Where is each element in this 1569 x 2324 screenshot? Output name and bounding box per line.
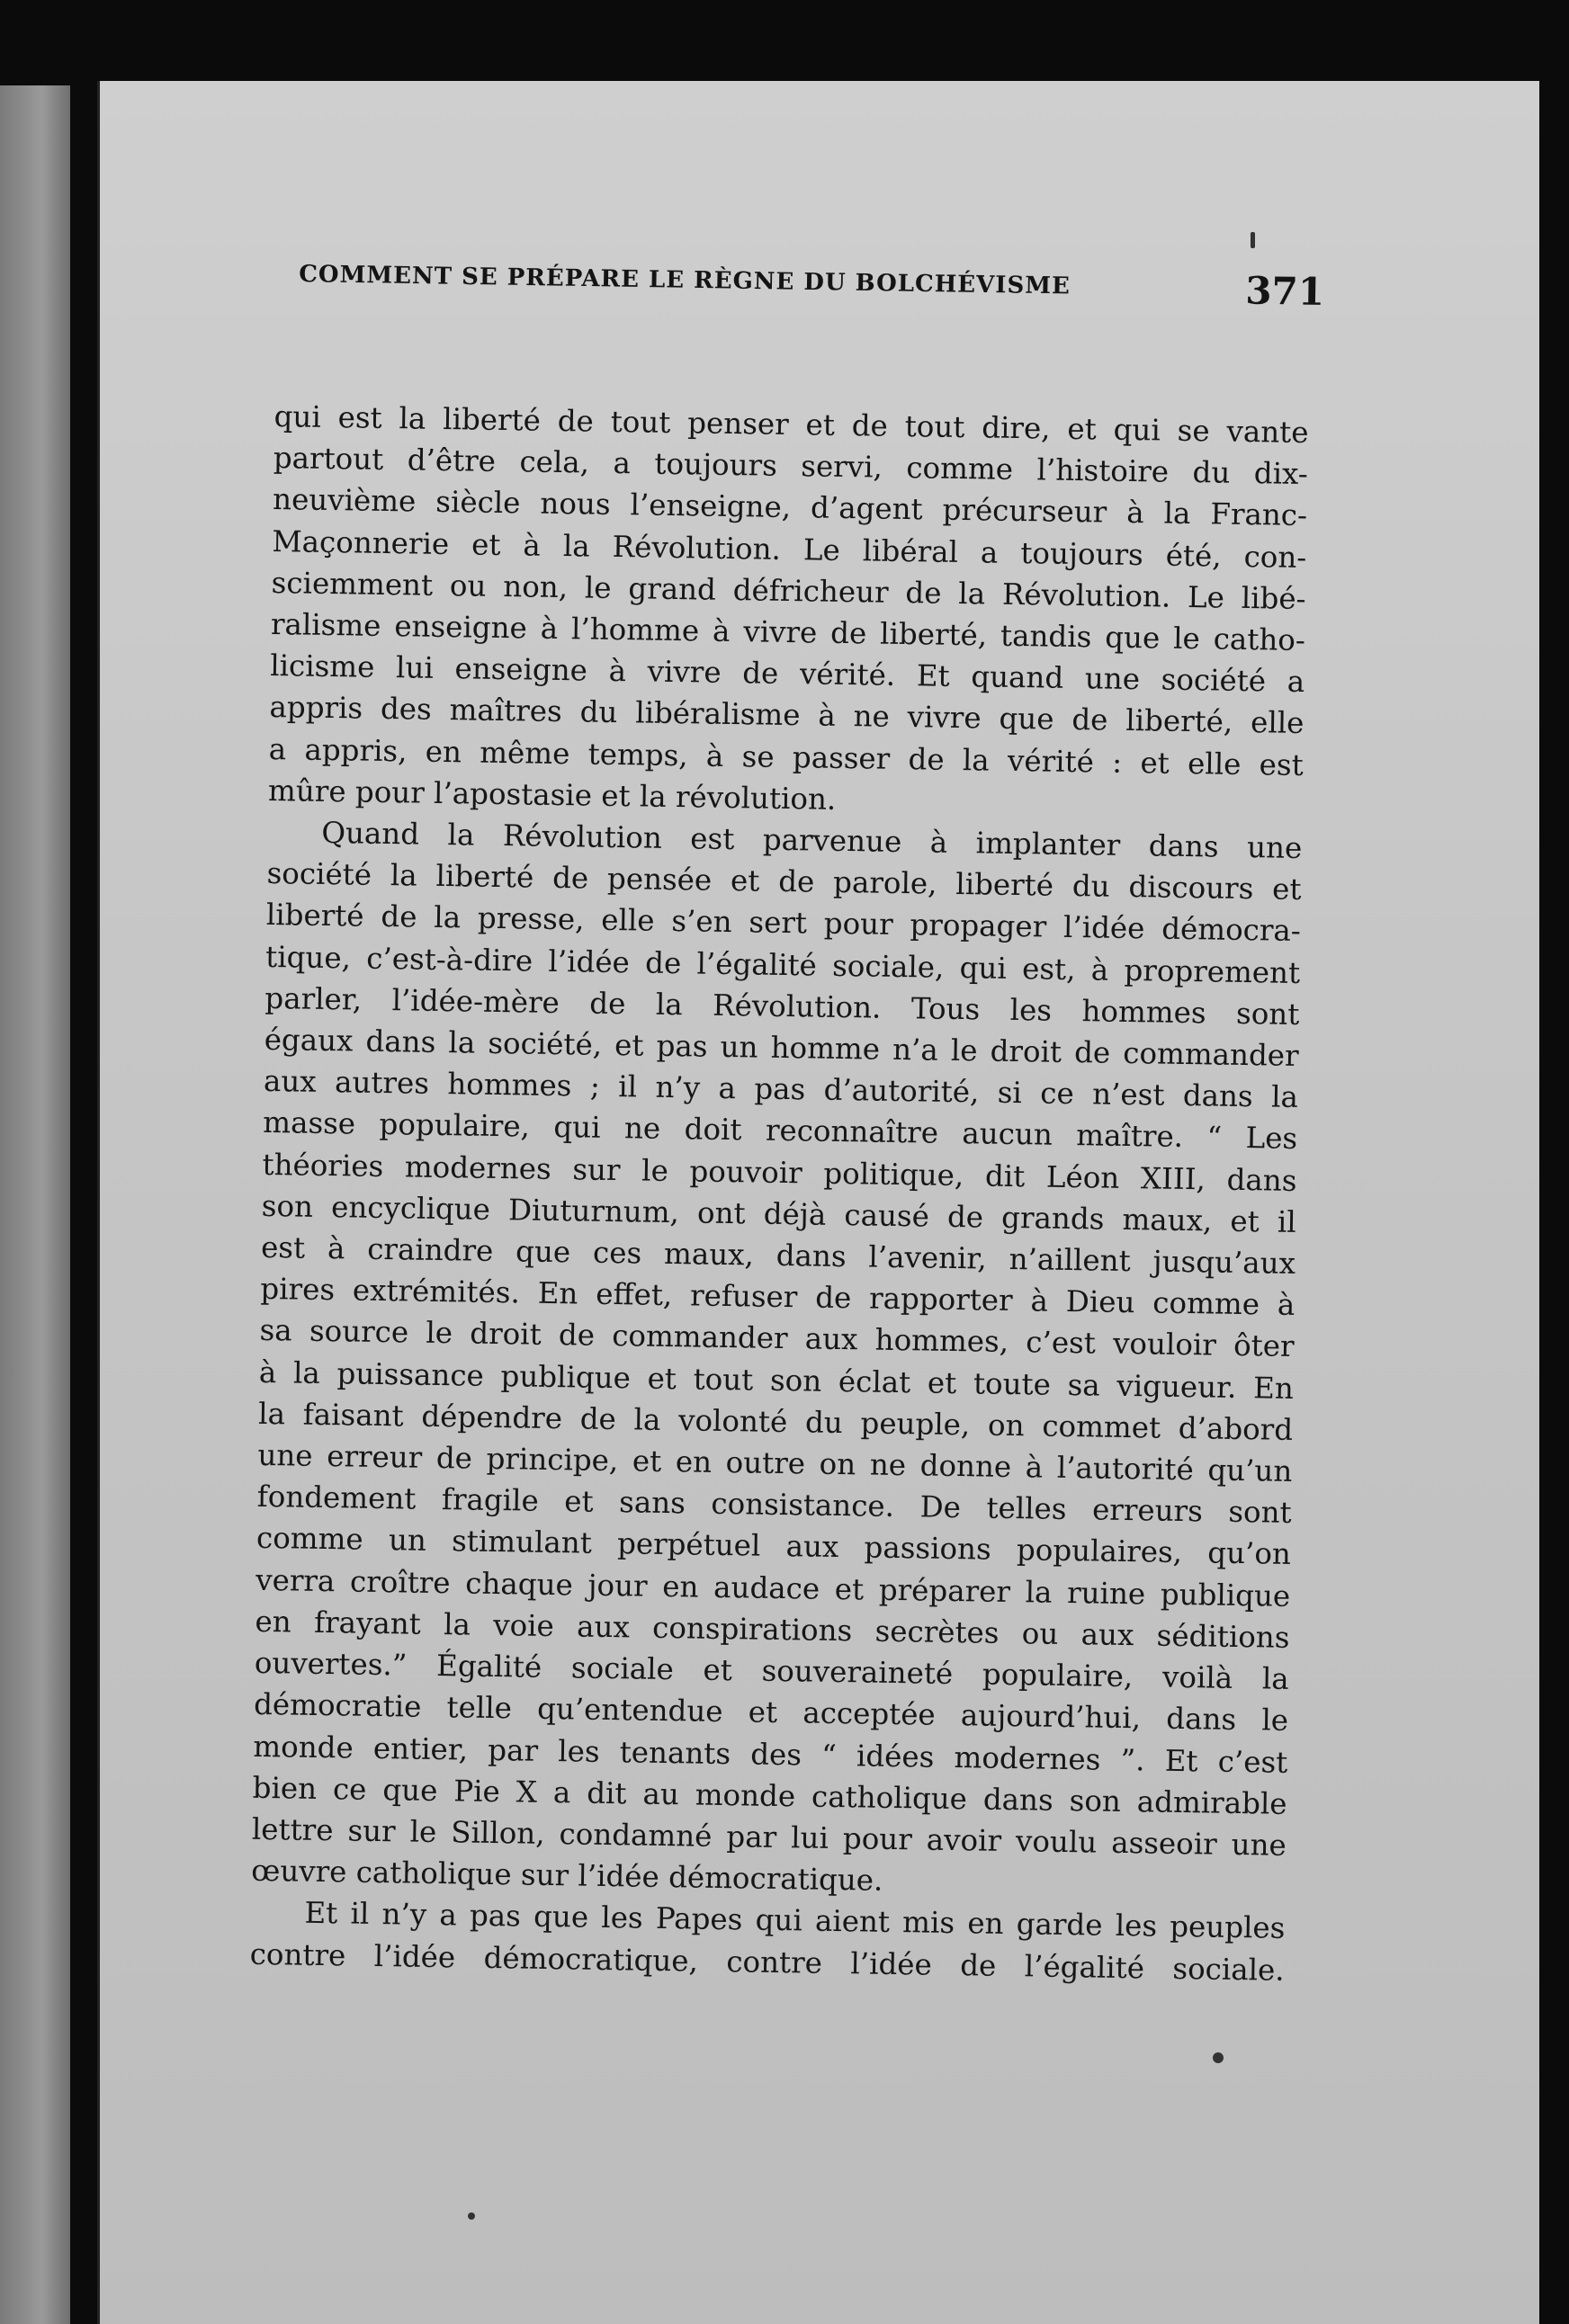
running-title: COMMENT SE PRÉPARE LE RÈGNE DU BOLCHÉVISME xyxy=(299,261,1071,300)
text-line: neuvième siècle nous l’enseigne, d’agent précurseur à la Franc- xyxy=(272,482,1308,533)
dust-speck xyxy=(468,2212,475,2220)
text-line: est à craindre que ces maux, dans l’avenir, n’aillent jusqu’aux xyxy=(260,1229,1296,1282)
text-line: Et il n’y a pas que les Papes qui aient mis en garde les peuples xyxy=(304,1896,1286,1946)
text-line: lettre sur le Sillon, condamné par lui pour avoir voulu asseoir une xyxy=(251,1811,1287,1863)
text-line: contre l’idée démocratique, contre l’idée de l’égalité sociale. xyxy=(249,1936,1285,1988)
text-line: pires extrémités. En effet, refuser de rapporter à Dieu comme à xyxy=(260,1272,1296,1323)
facing-page-edge xyxy=(0,85,70,2324)
text-line: société la liberté de pensée et de parole, liberté du discours et xyxy=(266,856,1302,907)
text-line: égaux dans la société, et pas un homme n’a le droit de commander xyxy=(264,1022,1299,1074)
text-line: bien ce que Pie X a dit au monde catholique dans son admirable xyxy=(252,1770,1287,1821)
text-line: mûre pour l’apostasie et la révolution. xyxy=(267,773,837,817)
text-line: monde entier, par les tenants des “ idées modernes ”. Et c’est xyxy=(253,1729,1288,1780)
text-line: ralisme enseigne à l’homme à vivre de liberté, tandis que le catho- xyxy=(270,606,1306,658)
dust-speck xyxy=(1213,2052,1224,2063)
body-text xyxy=(249,396,1308,1991)
text-line: théories modernes sur le pouvoir politique, dit Léon XIII, dans xyxy=(262,1147,1297,1198)
text-line: œuvre catholique sur l’idée démocratique. xyxy=(250,1853,883,1898)
text-line: licisme lui enseigne à vivre de vérité. Et quand une société a xyxy=(269,648,1305,700)
text-line: tique, c’est-à-dire l’idée de l’égalité sociale, qui est, à proprement xyxy=(264,939,1301,990)
text-line: en frayant la voie aux conspirations secrètes ou aux séditions xyxy=(255,1604,1290,1655)
text-line: parler, l’idée-mère de la Révolution. Tous les hommes sont xyxy=(264,980,1300,1032)
text-line: a appris, en même temps, à se passer de la vérité : et elle est xyxy=(268,731,1304,782)
text-line: Maçonnerie et à la Révolution. Le libéral a toujours été, con- xyxy=(272,523,1307,575)
text-line: masse populaire, qui ne doit reconnaître aucun maître. “ Les xyxy=(263,1105,1298,1157)
page-number: 371 xyxy=(1245,268,1325,314)
text-line: Quand la Révolution est parvenue à implanter dans une xyxy=(321,815,1303,866)
text-line: appris des maîtres du libéralisme à ne vivre que de liberté, elle xyxy=(269,690,1305,741)
text-line: la faisant dépendre de la volonté du peuple, on commet d’abord xyxy=(257,1396,1294,1447)
text-line: qui est la liberté de tout penser et de tout dire, et qui se vante xyxy=(273,398,1309,451)
text-line: liberté de la presse, elle s’en sert pour propager l’idée démocra- xyxy=(265,898,1302,949)
text-line: ouvertes.” Égalité sociale et souveraineté populaire, voilà la xyxy=(254,1645,1290,1696)
text-line: comme un stimulant perpétuel aux passions populaires, qu’on xyxy=(256,1521,1292,1572)
text-line: sciemment ou non, le grand défricheur de la Révolution. Le libé- xyxy=(271,565,1306,616)
text-line: son encyclique Diuturnum, ont déjà causé de grands maux, et il xyxy=(261,1188,1297,1239)
text-line: à la puissance publique et tout son éclat et toute sa vigueur. En xyxy=(258,1354,1295,1406)
text-line: fondement fragile et sans consistance. De telles erreurs sont xyxy=(256,1479,1292,1531)
text-line: verra croître chaque jour en audace et préparer la ruine publique xyxy=(256,1562,1291,1613)
text-line: partout d’être cela, a toujours servi, comme l’histoire du dix- xyxy=(273,441,1309,492)
text-line: démocratie telle qu’entendue et acceptée aujourd’hui, dans le xyxy=(253,1687,1289,1739)
text-line: aux autres hommes ; il n’y a pas d’autorité, si ce n’est dans la xyxy=(263,1064,1299,1115)
text-line: sa source le droit de commander aux hommes, c’est vouloir ôter xyxy=(259,1313,1295,1364)
text-line: une erreur de principe, et en outre on ne donne à l’autorité qu’un xyxy=(257,1437,1293,1488)
dust-speck xyxy=(1251,232,1255,248)
